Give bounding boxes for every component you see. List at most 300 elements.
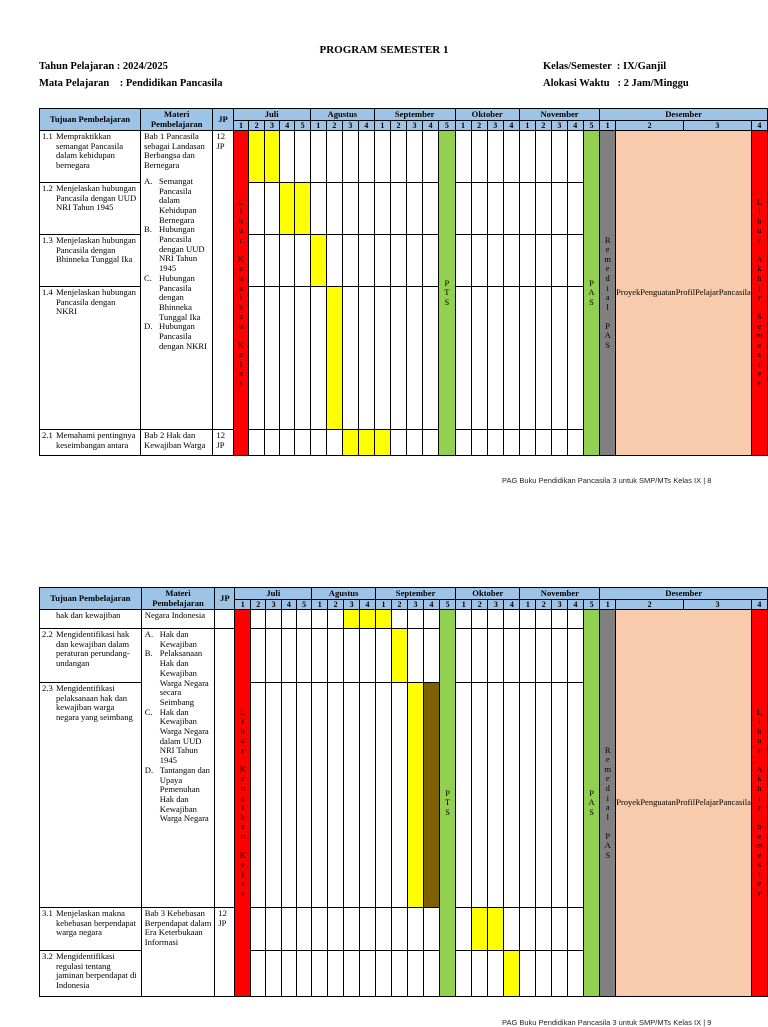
week-cell: [503, 287, 519, 430]
week-cell: [312, 908, 328, 951]
header-week: 4: [751, 600, 767, 610]
header-week: 1: [600, 600, 616, 610]
week-cell: [249, 235, 264, 287]
header-month: September: [375, 588, 455, 600]
tujuan-text: Memahami pentingnya keseimbangan antara: [56, 430, 136, 450]
week-cell: [312, 683, 328, 908]
week-cell: [535, 183, 551, 235]
week-cell: [536, 610, 552, 629]
week-cell: [358, 183, 374, 235]
week-cell: [407, 683, 423, 908]
week-cell: [519, 131, 535, 183]
week-cell: [488, 629, 504, 683]
week-cell: [295, 430, 310, 456]
header-week: 2: [391, 600, 407, 610]
footer-page-1: PAG Buku Pendidikan Pancasila 3 untuk SMP/MTs Kelas IX | 8: [502, 476, 712, 485]
week-cell: [296, 629, 311, 683]
jp-cell: [215, 610, 235, 629]
header-week: 2: [328, 600, 344, 610]
week-cell: [551, 287, 567, 430]
header-week: 4: [423, 121, 439, 131]
week-cell: [504, 683, 520, 908]
week-cell: [344, 629, 360, 683]
tujuan-number: 2.3: [42, 683, 53, 694]
week-cell: [249, 183, 264, 235]
week-cell: [472, 951, 488, 997]
week-cell: [391, 629, 407, 683]
week-cell: [264, 183, 279, 235]
header-week: 4: [751, 121, 767, 131]
week-cell: [423, 235, 439, 287]
week-cell: [487, 131, 503, 183]
header-week: 2: [616, 121, 684, 131]
alokasi-waktu: Alokasi Waktu : 2 Jam/Minggu: [543, 78, 689, 89]
week-cell: [264, 430, 279, 456]
tujuan-number: 1.4: [42, 287, 53, 298]
libur-kenaikan-kelas-column: L i b u r K e n a i k a n K e l a s: [233, 131, 249, 456]
mata-pelajaran: Mata Pelajaran : Pendidikan Pancasila: [39, 78, 223, 89]
week-cell: [407, 430, 423, 456]
week-cell: [519, 183, 535, 235]
week-cell: [266, 629, 281, 683]
table-row: [40, 131, 768, 183]
jp-cell: [215, 629, 235, 908]
tujuan-number: 2.2: [42, 629, 53, 640]
week-cell: [504, 629, 520, 683]
week-cell: [423, 183, 439, 235]
header-week: 4: [423, 600, 439, 610]
tujuan-number: 1.3: [42, 235, 53, 246]
week-cell: [487, 287, 503, 430]
header-month: Desember: [600, 109, 768, 121]
week-cell: [391, 908, 407, 951]
week-cell: [567, 183, 583, 235]
header-week: 2: [535, 121, 551, 131]
tujuan-text: Mengidentifikasi hak dan kewajiban dalam peraturan perundang-undangan: [56, 629, 130, 669]
header-week: 2: [536, 600, 552, 610]
week-cell: [328, 629, 344, 683]
week-cell: [295, 183, 310, 235]
header-week: 2: [326, 121, 342, 131]
tujuan-cell: [40, 951, 142, 997]
week-cell: [455, 235, 471, 287]
week-cell: [568, 610, 584, 629]
week-cell: [390, 287, 406, 430]
week-cell: [456, 629, 472, 683]
header-week: 1: [455, 121, 471, 131]
week-cell: [551, 430, 567, 456]
materi-item: B. Pelaksanaan Hak dan Kewajiban Warga Negara secara Seimbang: [144, 648, 209, 707]
header-week: 1: [235, 600, 251, 610]
week-cell: [391, 951, 407, 997]
header-week: 2: [616, 600, 684, 610]
week-cell: [423, 629, 439, 683]
tujuan-number: 1.2: [42, 183, 53, 194]
header-week: 2: [251, 600, 266, 610]
week-cell: [568, 629, 584, 683]
header-week: 3: [266, 600, 281, 610]
week-cell: [407, 235, 423, 287]
week-cell: [472, 908, 488, 951]
materi-item: A. Hak dan Kewajiban: [144, 629, 197, 649]
header-week: 5: [439, 600, 455, 610]
week-cell: [407, 629, 423, 683]
week-cell: [520, 951, 536, 997]
tujuan-number: 1.1: [42, 131, 53, 142]
header-month: November: [520, 588, 600, 600]
week-cell: [504, 908, 520, 951]
week-cell: [423, 430, 439, 456]
week-cell: [342, 287, 358, 430]
header-week: 5: [295, 121, 310, 131]
tujuan-text: Menjelaskan hubungan Pancasila dengan NKRI: [56, 287, 136, 317]
materi-item: D. Hubungan Pancasila dengan NKRI: [143, 321, 207, 351]
tujuan-text: Mempraktikkan semangat Pancasila dalam kehidupan bernegara: [56, 131, 124, 171]
week-cell: [312, 610, 328, 629]
week-cell: [536, 951, 552, 997]
tujuan-text: hak dan kewajiban: [56, 610, 121, 621]
header-week: 3: [684, 600, 752, 610]
week-cell: [280, 131, 295, 183]
header-week: 1: [375, 600, 391, 610]
week-cell: [407, 610, 423, 629]
week-cell: [503, 131, 519, 183]
week-cell: [390, 235, 406, 287]
week-cell: [328, 908, 344, 951]
week-cell: [488, 951, 504, 997]
week-cell: [472, 683, 488, 908]
header-week: 4: [567, 121, 583, 131]
week-cell: [326, 430, 342, 456]
week-cell: [374, 183, 390, 235]
jp-cell: 12 JP: [213, 131, 233, 430]
header-week: 3: [552, 600, 568, 610]
week-cell: [249, 131, 264, 183]
header-week: 3: [264, 121, 279, 131]
week-cell: [296, 951, 311, 997]
week-cell: [328, 683, 344, 908]
header-week: 2: [471, 121, 487, 131]
week-cell: [344, 683, 360, 908]
week-cell: [328, 951, 344, 997]
week-cell: [251, 610, 266, 629]
week-cell: [375, 908, 391, 951]
libur-kenaikan-kelas-column: L i b u r K e n a i k a n K e l a s: [235, 610, 251, 997]
week-cell: [344, 951, 360, 997]
week-cell: [504, 610, 520, 629]
header-week: 1: [456, 600, 472, 610]
week-cell: [536, 683, 552, 908]
header-month: Juli: [233, 109, 310, 121]
week-cell: [374, 430, 390, 456]
week-cell: [264, 235, 279, 287]
week-cell: [281, 683, 296, 908]
tujuan-text: Menjelaskan hubungan Pancasila dengan Bhinneka Tunggal Ika: [56, 235, 136, 265]
week-cell: [568, 683, 584, 908]
header-week: 3: [488, 600, 504, 610]
week-cell: [310, 287, 326, 430]
tujuan-cell: [40, 183, 141, 235]
tujuan-cell: [40, 287, 141, 430]
remedial-pas-column: R e m e d i a l P A S: [600, 131, 616, 456]
week-cell: [519, 287, 535, 430]
week-cell: [504, 951, 520, 997]
week-cell: [552, 610, 568, 629]
week-cell: [295, 235, 310, 287]
week-cell: [407, 287, 423, 430]
header-week: 2: [390, 121, 406, 131]
week-cell: [296, 683, 311, 908]
week-cell: [390, 430, 406, 456]
week-cell: [264, 131, 279, 183]
page-title: PROGRAM SEMESTER 1: [319, 44, 449, 56]
week-cell: [266, 610, 281, 629]
week-cell: [455, 287, 471, 430]
week-cell: [374, 131, 390, 183]
tujuan-number: 3.1: [42, 908, 53, 919]
week-cell: [423, 951, 439, 997]
week-cell: [326, 183, 342, 235]
jp-cell: 12 JP: [215, 908, 235, 997]
pts-column: P T S: [439, 610, 455, 997]
header-tujuan: Tujuan Pembelajaran: [40, 109, 141, 131]
pts-column: P T S: [439, 131, 455, 456]
week-cell: [520, 610, 536, 629]
libur-akhir-semester-column: L i b u r A k h i r S e m e s t e r: [751, 131, 767, 456]
header-tujuan: Tujuan Pembelajaran: [40, 588, 142, 610]
header-week: 4: [281, 600, 296, 610]
header-month: Agustus: [312, 588, 376, 600]
week-cell: [536, 908, 552, 951]
tujuan-text: Mengidentifikasi pelaksanaan hak dan kewajiban warga negara yang seimbang: [56, 683, 133, 723]
header-week: 4: [280, 121, 295, 131]
header-month: Oktober: [455, 109, 519, 121]
header-month: Juli: [235, 588, 312, 600]
week-cell: [520, 629, 536, 683]
header-month: Desember: [600, 588, 768, 600]
proyek-profil-column: ProyekPenguatanProfilPelajarPancasila: [616, 131, 752, 456]
week-cell: [358, 235, 374, 287]
week-cell: [374, 287, 390, 430]
week-cell: [358, 131, 374, 183]
week-cell: [471, 183, 487, 235]
table-row: [40, 610, 768, 629]
footer-page-2: PAG Buku Pendidikan Pancasila 3 untuk SMP/MTs Kelas IX | 9: [502, 1018, 712, 1027]
materi-cell: Bab 1 Pancasila sebagai Landasan Berbangsa dan Bernegara A. Semangat Pancasila dalam Kehidupan Bernegara B. Hubungan Pancasila dengan UUD NRI Tahun 1945 C. Hubungan Pancasila dengan Bhinneka Tunggal Ika D. Hubungan Pancasila dengan NKRI: [140, 131, 212, 430]
week-cell: [296, 610, 311, 629]
week-cell: [360, 951, 376, 997]
week-cell: [471, 430, 487, 456]
week-cell: [488, 683, 504, 908]
header-week: 1: [233, 121, 249, 131]
week-cell: [344, 610, 360, 629]
week-cell: [358, 287, 374, 430]
week-cell: [251, 629, 266, 683]
header-week: 2: [249, 121, 264, 131]
header-week: 1: [310, 121, 326, 131]
week-cell: [423, 287, 439, 430]
header-week: 1: [519, 121, 535, 131]
week-cell: [407, 908, 423, 951]
week-cell: [520, 683, 536, 908]
week-cell: [567, 235, 583, 287]
week-cell: [342, 183, 358, 235]
week-cell: [407, 183, 423, 235]
week-cell: [551, 131, 567, 183]
week-cell: [455, 430, 471, 456]
week-cell: [360, 629, 376, 683]
week-cell: [423, 908, 439, 951]
week-cell: [358, 430, 374, 456]
tujuan-text: Mengidentifikasi regulasi tentang jaminan berpendapat di Indonesia: [56, 951, 137, 991]
header-week: 5: [439, 121, 455, 131]
week-cell: [251, 951, 266, 997]
week-cell: [551, 183, 567, 235]
week-cell: [471, 287, 487, 430]
week-cell: [487, 183, 503, 235]
materi-item: C. Hubungan Pancasila dengan Bhinneka Tunggal Ika: [143, 272, 201, 322]
week-cell: [423, 131, 439, 183]
week-cell: [536, 629, 552, 683]
week-cell: [375, 951, 391, 997]
libur-akhir-semester-column: L i b u r A k h i r S e m e s t e r: [751, 610, 767, 997]
week-cell: [251, 908, 266, 951]
week-cell: [342, 235, 358, 287]
materi-cell: [141, 629, 215, 908]
week-cell: [535, 131, 551, 183]
week-cell: [310, 183, 326, 235]
materi-item: A. Semangat Pancasila dalam Kehidupan Bernegara: [143, 175, 197, 225]
week-cell: [249, 287, 264, 430]
week-cell: [567, 430, 583, 456]
header-week: 4: [568, 600, 584, 610]
week-cell: [281, 951, 296, 997]
header-week: 4: [503, 121, 519, 131]
week-cell: [375, 629, 391, 683]
materi-item: B. Hubungan Pancasila dengan UUD NRI Tahun 1945: [143, 224, 205, 274]
week-cell: [535, 430, 551, 456]
remedial-pas-column: R e m e d i a l P A S: [600, 610, 616, 997]
week-cell: [487, 430, 503, 456]
materi-cell: Bab 3 Kebebasan Berpendapat dalam Era Keterbukaan Informasi: [141, 908, 215, 997]
week-cell: [472, 629, 488, 683]
week-cell: [266, 908, 281, 951]
week-cell: [471, 235, 487, 287]
week-cell: [312, 951, 328, 997]
kelas-semester: Kelas/Semester : IX/Ganjil: [543, 61, 667, 72]
header-jp: JP: [215, 588, 235, 610]
week-cell: [295, 131, 310, 183]
week-cell: [455, 131, 471, 183]
header-week: 1: [600, 121, 616, 131]
week-cell: [281, 610, 296, 629]
week-cell: [390, 183, 406, 235]
week-cell: [456, 610, 472, 629]
week-cell: [251, 683, 266, 908]
week-cell: [280, 235, 295, 287]
header-week: 3: [551, 121, 567, 131]
materi-cell: Negara Indonesia: [141, 610, 215, 629]
week-cell: [503, 430, 519, 456]
week-cell: [520, 908, 536, 951]
week-cell: [407, 131, 423, 183]
tujuan-text: Menjelaskan hubungan Pancasila dengan UUD NRI Tahun 1945: [56, 183, 137, 213]
week-cell: [264, 287, 279, 430]
header-month: September: [374, 109, 455, 121]
week-cell: [568, 951, 584, 997]
header-week: 1: [312, 600, 328, 610]
week-cell: [471, 131, 487, 183]
week-cell: [326, 287, 342, 430]
pas-column: P A S: [583, 610, 599, 997]
week-cell: [281, 629, 296, 683]
week-cell: [326, 131, 342, 183]
tujuan-number: 2.1: [42, 430, 53, 441]
week-cell: [280, 430, 295, 456]
week-cell: [390, 131, 406, 183]
week-cell: [423, 683, 439, 908]
week-cell: [503, 183, 519, 235]
week-cell: [360, 683, 376, 908]
week-cell: [456, 683, 472, 908]
tujuan-text: Menjelaskan makna kebebasan berpendapat warga negara: [56, 908, 136, 938]
week-cell: [375, 683, 391, 908]
header-week: 3: [342, 121, 358, 131]
week-cell: [310, 430, 326, 456]
materi-item: C. Hak dan Kewajiban Warga Negara dalam UUD NRI Tahun 1945: [144, 706, 209, 766]
header-week: 5: [583, 121, 599, 131]
week-cell: [503, 235, 519, 287]
week-cell: [326, 235, 342, 287]
header-month: November: [519, 109, 599, 121]
header-week: 3: [407, 121, 423, 131]
week-cell: [310, 235, 326, 287]
week-cell: [391, 683, 407, 908]
tujuan-cell: [40, 629, 142, 683]
week-cell: [312, 629, 328, 683]
header-week: 3: [407, 600, 423, 610]
header-materi: Materi Pembelajaran: [141, 588, 215, 610]
tujuan-cell: [40, 610, 142, 629]
week-cell: [519, 430, 535, 456]
week-cell: [375, 610, 391, 629]
week-cell: [360, 610, 376, 629]
week-cell: [456, 908, 472, 951]
week-cell: [296, 908, 311, 951]
week-cell: [407, 951, 423, 997]
header-week: 4: [504, 600, 520, 610]
week-cell: [487, 235, 503, 287]
header-materi: Materi Pembelajaran: [140, 109, 212, 131]
week-cell: [423, 610, 439, 629]
materi-item: D. Tantangan dan Upaya Pemenuhan Hak dan Kewajiban Warga Negara: [144, 764, 210, 824]
header-month: Agustus: [310, 109, 374, 121]
week-cell: [519, 235, 535, 287]
week-cell: [456, 951, 472, 997]
header-week: 3: [487, 121, 503, 131]
header-week: 3: [344, 600, 360, 610]
week-cell: [374, 235, 390, 287]
week-cell: [488, 908, 504, 951]
tujuan-cell: [40, 908, 142, 951]
header-week: 1: [520, 600, 536, 610]
week-cell: [295, 287, 310, 430]
materi-cell: Bab 2 Hak dan Kewajiban Warga: [140, 430, 212, 456]
header-week: 2: [472, 600, 488, 610]
header-jp: JP: [213, 109, 233, 131]
header-week: 5: [583, 600, 599, 610]
week-cell: [535, 235, 551, 287]
